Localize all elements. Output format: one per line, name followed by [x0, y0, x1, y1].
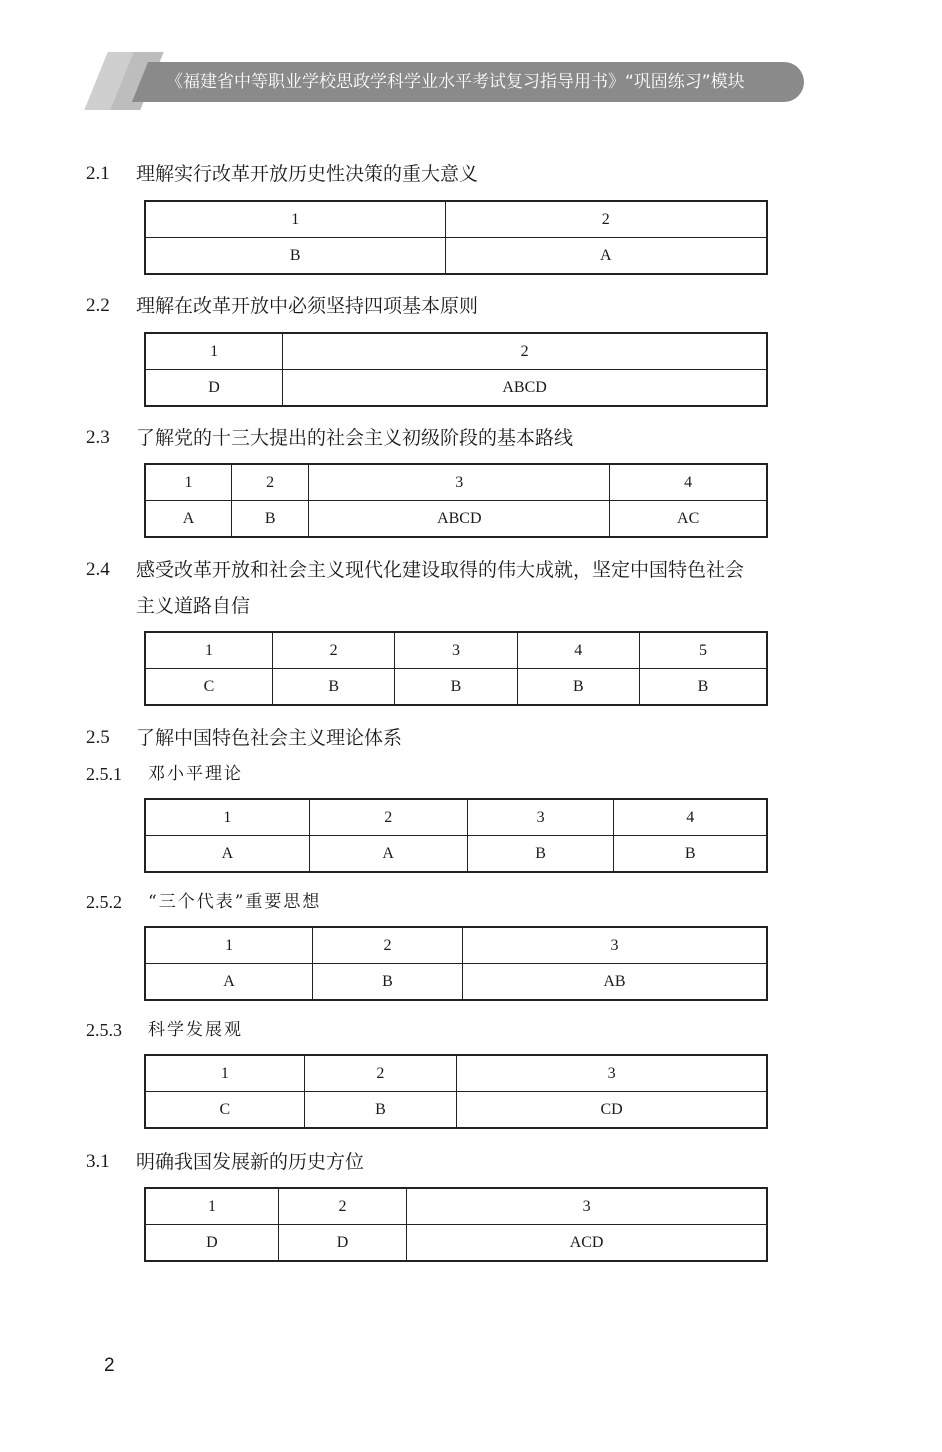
question-number-cell: 4 — [614, 799, 767, 836]
question-number-cell: 1 — [145, 201, 445, 238]
subsection-number: 2.5.1 — [86, 764, 122, 784]
answer-row — [145, 1092, 767, 1129]
answer-cell: B — [304, 1092, 457, 1129]
answer-cell: AC — [610, 501, 767, 538]
answer-cell: D — [145, 1225, 278, 1262]
question-number-cell: 2 — [445, 201, 767, 238]
answer-cell: C — [145, 669, 273, 706]
subsection-title: “三个代表”重要思想 — [148, 892, 322, 912]
answer-table — [144, 200, 768, 275]
answer-cell: A — [145, 964, 313, 1001]
section-title-line2: 主义道路自信 — [136, 595, 251, 617]
question-number-cell: 2 — [232, 464, 309, 501]
question-number-cell: 1 — [145, 464, 232, 501]
answer-row — [145, 836, 767, 873]
section-title: 了解中国特色社会主义理论体系 — [136, 727, 403, 749]
question-number-cell: 1 — [145, 1055, 304, 1092]
answer-row — [145, 238, 767, 275]
question-number-cell: 2 — [313, 927, 463, 964]
answer-row — [145, 669, 767, 706]
subsection-number: 2.5.3 — [86, 1020, 122, 1040]
question-number-cell: 1 — [145, 799, 309, 836]
subsection-title: 科学发展观 — [148, 1020, 243, 1040]
question-number-cell: 3 — [407, 1188, 767, 1225]
page-number: 2 — [104, 1355, 115, 1376]
answer-cell: D — [278, 1225, 406, 1262]
question-number-cell: 2 — [278, 1188, 406, 1225]
answer-cell: CD — [457, 1092, 767, 1129]
answer-table — [144, 631, 768, 706]
question-number-cell: 1 — [145, 927, 313, 964]
answer-table — [144, 463, 768, 538]
answer-cell: A — [145, 501, 232, 538]
question-number-cell: 3 — [309, 464, 610, 501]
answer-row — [145, 370, 767, 407]
question-number-cell: 3 — [467, 799, 614, 836]
section-number: 2.2 — [86, 295, 110, 316]
answer-cell: B — [517, 669, 639, 706]
question-number-row — [145, 632, 767, 669]
answer-cell: B — [395, 669, 517, 706]
chapter-header-banner — [86, 52, 804, 110]
question-number-row — [145, 1055, 767, 1092]
question-number-row — [145, 201, 767, 238]
question-number-cell: 3 — [462, 927, 767, 964]
section-title: 了解党的十三大提出的社会主义初级阶段的基本路线 — [136, 427, 574, 449]
answer-cell: A — [145, 836, 309, 873]
answer-cell: B — [467, 836, 614, 873]
answer-cell: ABCD — [283, 370, 767, 407]
answer-cell: D — [145, 370, 283, 407]
answer-cell: B — [232, 501, 309, 538]
answer-cell: C — [145, 1092, 304, 1129]
answer-cell: B — [273, 669, 395, 706]
answer-cell: B — [145, 238, 445, 275]
answer-cell: B — [313, 964, 463, 1001]
answer-row — [145, 1225, 767, 1262]
question-number-cell: 1 — [145, 632, 273, 669]
answer-cell: A — [445, 238, 767, 275]
section-number: 2.1 — [86, 163, 110, 184]
question-number-cell: 5 — [639, 632, 767, 669]
answer-cell: B — [639, 669, 767, 706]
answer-table — [144, 798, 768, 873]
section-number: 2.4 — [86, 559, 110, 580]
section-title: 理解实行改革开放历史性决策的重大意义 — [136, 163, 479, 185]
answer-cell: B — [614, 836, 767, 873]
section-title-line1: 感受改革开放和社会主义现代化建设取得的伟大成就，坚定中国特色社会 — [136, 559, 745, 581]
answer-table — [144, 1054, 768, 1129]
answer-cell: A — [309, 836, 467, 873]
section-number: 2.3 — [86, 427, 110, 448]
question-number-row — [145, 333, 767, 370]
question-number-cell: 1 — [145, 1188, 278, 1225]
section-number: 2.5 — [86, 727, 110, 748]
header-title: 《福建省中等职业学校思政学科学业水平考试复习指导用书》“巩固练习”模块 — [166, 72, 745, 92]
answer-table — [144, 332, 768, 407]
question-number-cell: 3 — [395, 632, 517, 669]
answer-cell: AB — [462, 964, 767, 1001]
question-number-cell: 2 — [283, 333, 767, 370]
question-number-row — [145, 464, 767, 501]
answer-row — [145, 501, 767, 538]
question-number-cell: 4 — [610, 464, 767, 501]
section-title: 理解在改革开放中必须坚持四项基本原则 — [136, 295, 479, 317]
section-title: 明确我国发展新的历史方位 — [136, 1151, 365, 1173]
answer-cell: ACD — [407, 1225, 767, 1262]
subsection-title: 邓小平理论 — [148, 764, 243, 784]
section-number: 3.1 — [86, 1151, 110, 1172]
question-number-row — [145, 927, 767, 964]
question-number-cell: 3 — [457, 1055, 767, 1092]
question-number-cell: 2 — [304, 1055, 457, 1092]
question-number-cell: 2 — [273, 632, 395, 669]
question-number-cell: 1 — [145, 333, 283, 370]
answer-table — [144, 1187, 768, 1262]
question-number-cell: 4 — [517, 632, 639, 669]
question-number-row — [145, 799, 767, 836]
question-number-cell: 2 — [309, 799, 467, 836]
answer-table — [144, 926, 768, 1001]
question-number-row — [145, 1188, 767, 1225]
subsection-number: 2.5.2 — [86, 892, 122, 912]
answer-cell: ABCD — [309, 501, 610, 538]
answer-row — [145, 964, 767, 1001]
